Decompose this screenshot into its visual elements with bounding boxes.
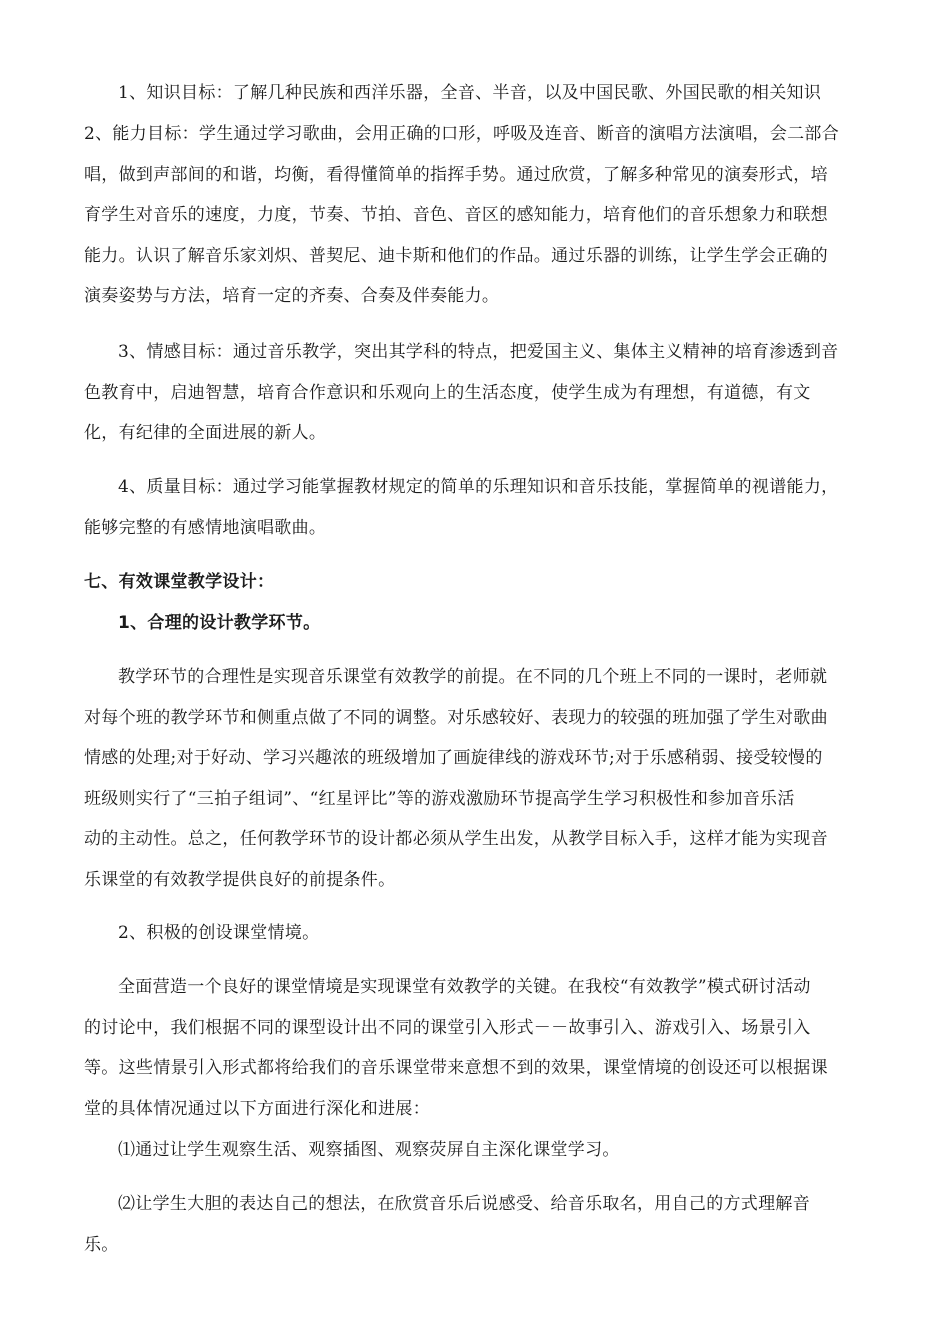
text-line: 1、知识目标：了解几种民族和西洋乐器，全音、半音，以及中国民歌、外国民歌的相关知识: [118, 83, 822, 103]
text-line: 3、情感目标：通过音乐教学，突出其学科的特点，把爱国主义、集体主义精神的培育渗透到音: [118, 342, 839, 362]
objective-ability: [84, 114, 868, 317]
text-line: ⑴通过让学生观察生活、观察插图、观察荧屏自主深化课堂学习。: [118, 1140, 620, 1160]
text-line: ⑵让学生大胆的表达自己的想法，在欣赏音乐后说感受、给音乐取名，用自己的方式理解音: [118, 1194, 810, 1214]
text-line: 育学生对音乐的速度，力度，节奏、节拍、音色、音区的感知能力，培育他们的音乐想象力和联想: [84, 205, 828, 225]
text-line: 等。这些情景引入形式都将给我们的音乐课堂带来意想不到的效果，课堂情境的创设还可以根据课: [84, 1058, 828, 1078]
text-line: 色教育中，启迪智慧，培育合作意识和乐观向上的生活态度，使学生成为有理想，有道德，有文: [84, 382, 811, 403]
subsection-title: 2、积极的创设课堂情境。: [118, 923, 320, 943]
text-line: 唱，做到声部间的和谐，均衡，看得懂简单的指挥手势。通过欣赏，了解多种常见的演奏形式，培: [84, 164, 828, 185]
objective-quality: [84, 467, 868, 548]
objective-emotion: [84, 332, 868, 454]
list-item: [84, 1130, 868, 1171]
text-line: 能够完整的有感情地演唱歌曲。: [84, 517, 327, 538]
section-title: 七、有效课堂教学设计：: [84, 572, 275, 592]
subsection-title: 1、合理的设计教学环节。: [118, 613, 321, 633]
list-item: [84, 1184, 868, 1265]
subsection-2-body: [84, 967, 868, 1129]
section-heading: [84, 562, 868, 603]
subsection-heading: [84, 913, 868, 954]
subsection-heading: [118, 603, 868, 644]
subsection-1-body: [84, 657, 868, 900]
text-line: 动的主动性。总之，任何教学环节的设计都必须从学生出发，从教学目标入手，这样才能为实现音: [84, 829, 828, 849]
text-line: 班级则实行了“三拍子组词”、“红星评比”等的游戏激励环节提高学生学习积极性和参加音乐活: [84, 788, 795, 809]
text-line: 能力。认识了解音乐家刘炽、普契尼、迪卡斯和他们的作品。通过乐器的训练，让学生学会正确的: [84, 245, 828, 266]
text-line: 情感的处理;对于好动、学习兴趣浓的班级增加了画旋律线的游戏环节;对于乐感稍弱、接受较慢的: [84, 748, 823, 768]
text-line: 对每个班的教学环节和侧重点做了不同的调整。对乐感较好、表现力的较强的班加强了学生对歌曲: [84, 707, 828, 728]
text-line: 乐。: [84, 1234, 119, 1255]
text-line: 2、能力目标：学生通过学习歌曲，会用正确的口形，呼吸及连音、断音的演唱方法演唱，会二部合: [84, 124, 840, 144]
objective-knowledge: [118, 73, 878, 114]
text-line: 化，有纪律的全面进展的新人。: [84, 423, 327, 443]
text-line: 演奏姿势与方法，培育一定的齐奏、合奏及伴奏能力。: [84, 286, 500, 306]
text-line: 乐课堂的有效教学提供良好的前提条件。: [84, 869, 396, 890]
text-line: 教学环节的合理性是实现音乐课堂有效教学的前提。在不同的几个班上不同的一课时，老师就: [118, 667, 828, 687]
text-line: 的讨论中，我们根据不同的课型设计出不同的课堂引入形式－－故事引入、游戏引入、场景引入: [84, 1017, 811, 1038]
text-line: 堂的具体情况通过以下方面进行深化和进展：: [84, 1098, 430, 1119]
text-line: 全面营造一个良好的课堂情境是实现课堂有效教学的关键。在我校“有效教学”模式研讨活动: [118, 977, 811, 997]
text-line: 4、质量目标：通过学习能掌握教材规定的简单的乐理知识和音乐技能，掌握简单的视谱能力，: [118, 477, 839, 497]
